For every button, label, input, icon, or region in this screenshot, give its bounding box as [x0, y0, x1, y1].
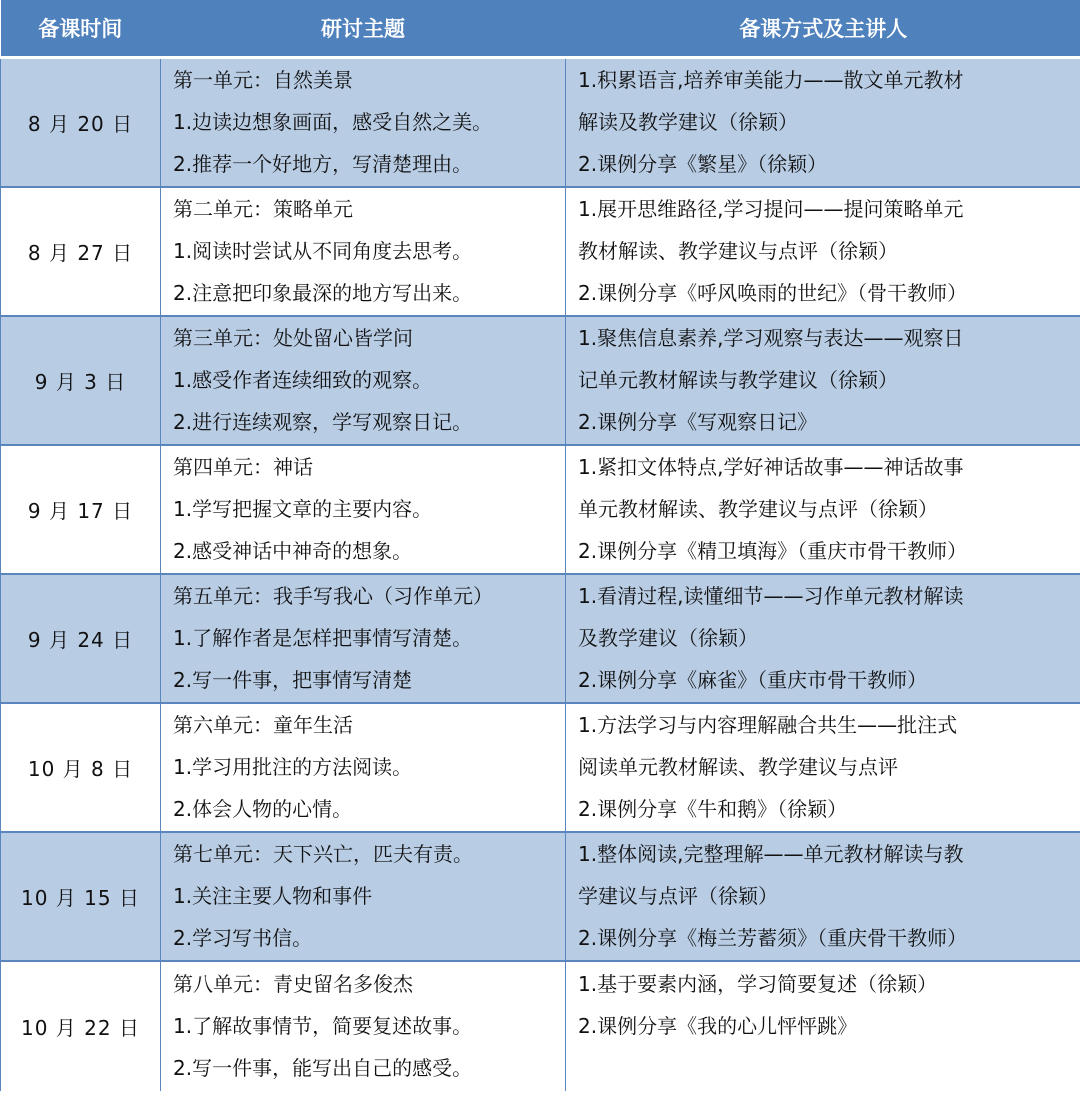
discussion-topic-cell: [161, 445, 566, 574]
discussion-topic-cell-lines: [161, 446, 565, 572]
method-line: 2.课例分享《我的心儿怦怦跳》: [578, 1014, 858, 1038]
discussion-topic-cell-lines: [161, 317, 565, 443]
table-row: [1, 703, 1080, 832]
method-line: 1.基于要素内涵，学习简要复述（徐颖）: [578, 972, 938, 996]
topic-line: 第四单元：神话: [173, 455, 313, 479]
header-prep-date: 备课时间: [1, 0, 161, 58]
method-line: 2.课例分享《牛和鹅》（徐颖）: [578, 797, 848, 821]
method-and-speaker-cell: [566, 574, 1080, 703]
discussion-topic-cell: [161, 703, 566, 832]
method-line: 2.课例分享《繁星》（徐颖）: [578, 152, 828, 177]
method-and-speaker-cell: [566, 703, 1080, 832]
prep-date-cell: 8 月 27 日: [1, 187, 161, 316]
method-line: 学建议与点评（徐颖）: [578, 884, 778, 908]
method-and-speaker-cell-lines: [566, 575, 1080, 701]
topic-line: 2.写一件事，能写出自己的感受。: [173, 1056, 473, 1080]
discussion-topic-cell-lines: [161, 833, 565, 959]
topic-line: 2.进行连续观察，学写观察日记。: [173, 410, 473, 434]
prep-date-cell: 10 月 22 日: [1, 961, 161, 1091]
method-line: 记单元教材解读与教学建议（徐颖）: [578, 368, 898, 392]
discussion-topic-cell: [161, 832, 566, 961]
topic-line: 2.学习写书信。: [173, 926, 313, 950]
discussion-topic-cell: [161, 961, 566, 1091]
topic-line: 第六单元：童年生活: [173, 713, 353, 737]
method-line: 2.课例分享《麻雀》（重庆市骨干教师）: [578, 668, 928, 692]
method-line: 2.课例分享《写观察日记》: [578, 410, 818, 434]
table-body: [1, 58, 1080, 1091]
table-row: [1, 58, 1080, 187]
discussion-topic-cell-lines: [161, 188, 565, 314]
header-row: [1, 0, 1080, 58]
prep-date-cell: 9 月 17 日: [1, 445, 161, 574]
method-line: 1.积累语言,培养审美能力——散文单元教材: [578, 68, 964, 93]
topic-line: 1.感受作者连续细致的观察。: [173, 368, 433, 392]
table-row: [1, 445, 1080, 574]
topic-line: 1.学习用批注的方法阅读。: [173, 755, 413, 779]
topic-line: 1.阅读时尝试从不同角度去思考。: [173, 239, 473, 263]
prep-date-cell: 9 月 3 日: [1, 316, 161, 445]
method-line: 1.方法学习与内容理解融合共生——批注式: [578, 713, 958, 737]
method-and-speaker-cell-lines: [566, 59, 1080, 185]
method-and-speaker-cell-lines: [566, 317, 1080, 443]
discussion-topic-cell: [161, 574, 566, 703]
topic-line: 2.感受神话中神奇的想象。: [173, 539, 413, 563]
discussion-topic-cell-lines: [161, 704, 565, 830]
table-row: [1, 187, 1080, 316]
table-row: [1, 574, 1080, 703]
method-line: 2.课例分享《呼风唤雨的世纪》（骨干教师）: [578, 281, 968, 305]
method-and-speaker-cell: [566, 58, 1080, 187]
topic-line: 第三单元：处处留心皆学问: [173, 326, 413, 350]
table-row: [1, 961, 1080, 1091]
topic-line: 第七单元：天下兴亡，匹夫有责。: [173, 842, 473, 866]
topic-line: 2.注意把印象最深的地方写出来。: [173, 281, 473, 305]
method-line: 单元教材解读、教学建议与点评（徐颖）: [578, 497, 938, 521]
method-and-speaker-cell-lines: [566, 188, 1080, 314]
method-line: 2.课例分享《精卫填海》（重庆市骨干教师）: [578, 539, 968, 563]
method-and-speaker-cell: [566, 187, 1080, 316]
topic-line: 1.关注主要人物和事件: [173, 884, 373, 908]
discussion-topic-cell-lines: [161, 59, 565, 185]
method-line: 解读及教学建议（徐颖）: [578, 110, 798, 135]
prep-date-cell: 9 月 24 日: [1, 574, 161, 703]
table-header: [1, 0, 1080, 58]
method-and-speaker-cell-lines: [566, 833, 1080, 959]
topic-line: 1.学写把握文章的主要内容。: [173, 497, 433, 521]
method-and-speaker-cell-lines: [566, 446, 1080, 572]
method-line: 及教学建议（徐颖）: [578, 626, 758, 650]
method-and-speaker-cell: [566, 961, 1080, 1091]
discussion-topic-cell: [161, 316, 566, 445]
topic-line: 第五单元：我手写我心（习作单元）: [173, 584, 493, 608]
table-row: [1, 832, 1080, 961]
header-method-and-speaker: 备课方式及主讲人: [566, 0, 1080, 58]
method-and-speaker-cell-lines: [566, 704, 1080, 830]
method-and-speaker-cell: [566, 445, 1080, 574]
topic-line: 2.推荐一个好地方，写清楚理由。: [173, 152, 473, 177]
prep-date-cell: 8 月 20 日: [1, 58, 161, 187]
table-row: [1, 316, 1080, 445]
header-discussion-topic: 研讨主题: [161, 0, 566, 58]
topic-line: 1.了解作者是怎样把事情写清楚。: [173, 626, 473, 650]
method-line: 教材解读、教学建议与点评（徐颖）: [578, 239, 898, 263]
prep-date-cell: 10 月 8 日: [1, 703, 161, 832]
method-line: 1.展开思维路径,学习提问——提问策略单元: [578, 197, 964, 221]
discussion-topic-cell: [161, 187, 566, 316]
topic-line: 2.体会人物的心情。: [173, 797, 353, 821]
method-and-speaker-cell: [566, 316, 1080, 445]
prep-date-cell: 10 月 15 日: [1, 832, 161, 961]
method-line: 1.紧扣文体特点,学好神话故事——神话故事: [578, 455, 964, 479]
topic-line: 1.了解故事情节，简要复述故事。: [173, 1014, 473, 1038]
discussion-topic-cell: [161, 58, 566, 187]
method-line: 1.看清过程,读懂细节——习作单元教材解读: [578, 584, 964, 608]
method-line: 阅读单元教材解读、教学建议与点评: [578, 755, 898, 779]
method-and-speaker-cell: [566, 832, 1080, 961]
method-line: 2.课例分享《梅兰芳蓄须》（重庆骨干教师）: [578, 926, 968, 950]
topic-line: 第八单元：青史留名多俊杰: [173, 972, 413, 996]
discussion-topic-cell-lines: [161, 963, 565, 1089]
topic-line: 第一单元：自然美景: [173, 68, 353, 93]
method-line: 1.聚焦信息素养,学习观察与表达——观察日: [578, 326, 964, 350]
topic-line: 第二单元：策略单元: [173, 197, 353, 221]
method-and-speaker-cell-lines: [566, 963, 1080, 1089]
topic-line: 1.边读边想象画面，感受自然之美。: [173, 110, 493, 135]
topic-line: 2.写一件事，把事情写清楚: [173, 668, 413, 692]
method-line: 1.整体阅读,完整理解——单元教材解读与教: [578, 842, 964, 866]
discussion-topic-cell-lines: [161, 575, 565, 701]
